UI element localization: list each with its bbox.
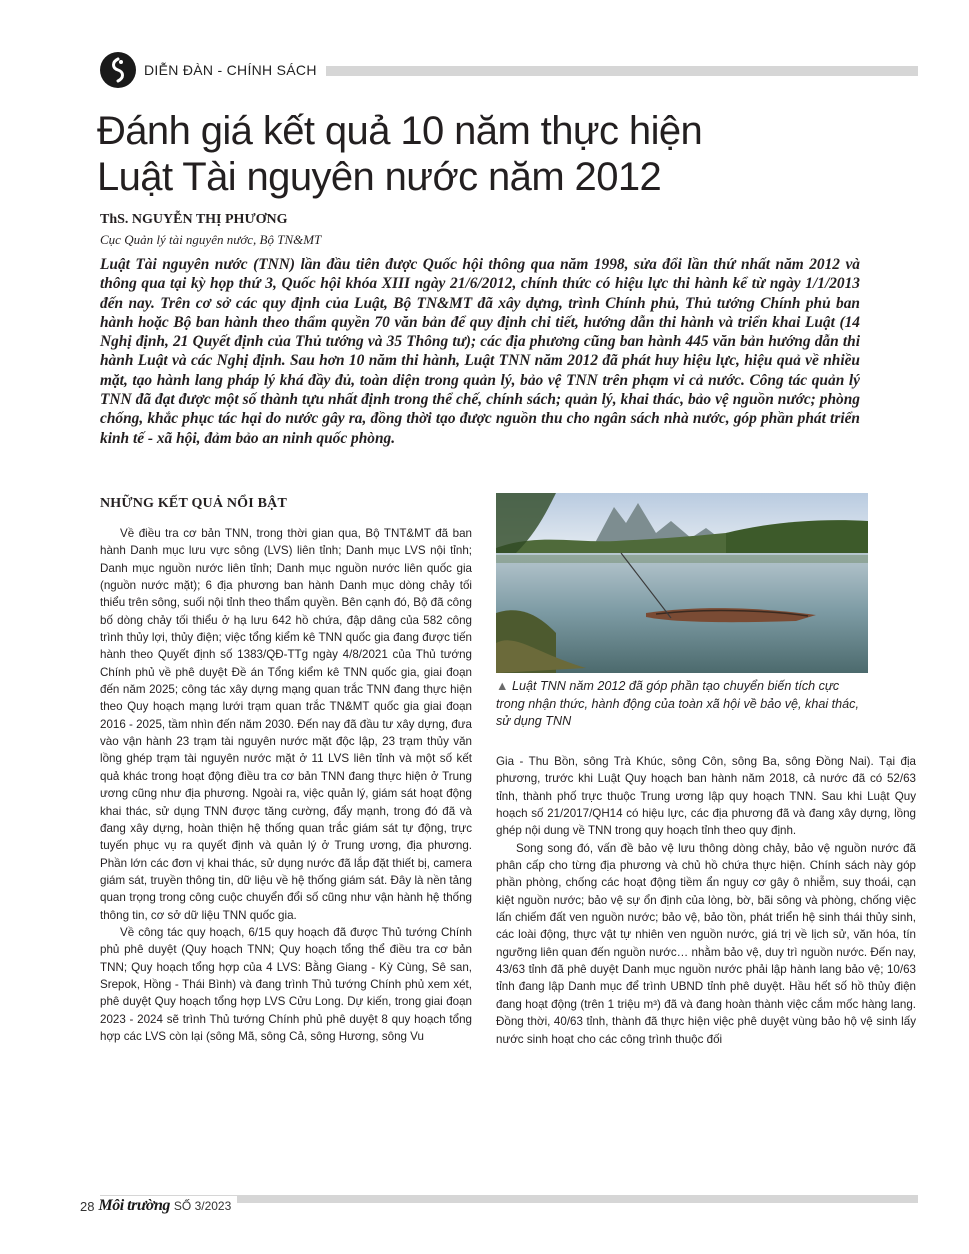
caption-text: Luật TNN năm 2012 đã góp phần tạo chuyển biến tích cực trong nhận thức, hành động của toàn xã hội về bảo vệ, khai thác, sử dụng TNN	[496, 679, 859, 728]
page-number: 28	[80, 1198, 95, 1214]
body-paragraph: Về điều tra cơ bản TNN, trong thời gian qua, Bộ TNT&MT đã ban hành Danh mục lưu vực sông (LVS) liên tỉnh; Danh mục LVS nội tỉnh; Danh mục nguồn nước liên tỉnh; Danh mục nguồn nước liên quốc gia (nguồn nước mặt); 6 địa phương ban hành Danh mục dòng chảy tối thiểu trên sông, suối nội tỉnh theo thẩm quyền. Bên cạnh đó, Bộ đã công bố dòng chảy tối thiểu ở hạ lưu 642 hồ chứa, đập dâng của 582 công trình thủy lợi, thủy điện; việc tổng kiểm kê TNN quốc gia đang được tiến hành theo Quyết định số 1383/QĐ-TTg ngày 4/8/2021 của Thủ tướng Chính phủ về phê duyệt Đề án Tổng kiểm kê TNN quốc gia, giai đoạn đến năm 2025; công tác xây dựng mạng quan trắc TNN đang thực hiện theo Quy hoạch mạng lưới trạm quan trắc TN&MT quốc gia giai đoạn 2016 - 2025, tầm nhìn đến năm 2030. Đến nay đã đầu tư xây dựng, đưa vào vận hành 23 trạm tài nguyên nước mặt độc lập, 23 trạm thủy văn lồng ghép trạm tài nguyên nước mặt ở 11 LVS liên tỉnh và một số kết quả khác trong hoạt động điều tra cơ bản TNN đang thực hiện ở Trung ương cũng như địa phương. Ngoài ra, việc quản lý, giám sát hoạt động khai thác, sử dụng TNN được tăng cường, đẩy mạnh, trong đó đã và đang xây dựng, hoàn thiện hệ thống quan trắc giám sát tự động, trực tuyến phục vụ ra quyết định và quản lý ở Trung ương, địa phương. Phần lớn các đơn vị khai thác, sử dụng nước đã lắp đặt thiết bị, camera giám sát, truyền thông tin, dữ liệu về hệ thống giám sát. Đây là nền tảng quan trọng trong công cuộc chuyển đổi số cũng như vận hành hệ thống thông tin, cơ sở dữ liệu TNN quốc gia.	[100, 527, 472, 922]
section-label: DIỄN ĐÀN - CHÍNH SÁCH	[144, 62, 317, 78]
page-footer	[80, 1196, 237, 1216]
section-header	[100, 52, 918, 88]
article-photo	[496, 493, 868, 673]
author-name: ThS. NGUYỄN THỊ PHƯƠNG	[100, 212, 288, 227]
caption-triangle-icon: ▲	[496, 679, 509, 693]
lead-paragraph: Luật Tài nguyên nước (TNN) lần đầu tiên được Quốc hội thông qua năm 1998, sửa đổi lần thứ nhất năm 2012 và thông qua tại kỳ họp thứ 3, Quốc hội khóa XIII ngày 21/6/2012, chính thức có hiệu lực thi hành kể từ ngày 1/1/2013 đến nay. Trên cơ sở các quy định của Luật, Bộ TN&MT đã xây dựng, trình Chính phủ, Thủ tướng Chính phủ ban hành hoặc Bộ ban hành theo thẩm quyền 70 văn bản để quy định chi tiết, hướng dẫn thi hành và triển khai Luật (14 Nghị định, 21 Quyết định của Thủ tướng và 35 Thông tư); các địa phương cũng ban hành 445 văn bản hướng dẫn thi hành Luật và các Nghị định. Sau hơn 10 năm thi hành, Luật TNN năm 2012 đã phát huy hiệu lực, hiệu quả về nhiều mặt, tạo hành lang pháp lý khá đầy đủ, toàn diện trong quản lý, bảo vệ TNN trên phạm vi cả nước. Công tác quản lý TNN đã đạt được một số thành tựu nhất định trong thể chế, chính sách; quản lý, khai thác, bảo vệ nguồn nước; phòng chống, khắc phục tác hại do nước gây ra, đồng thời tạo được nguồn thu cho ngân sách nhà nước, góp phần phát triển kinh tế - xã hội, đảm bảo an ninh quốc phòng.	[100, 256, 860, 447]
issue-number: SỐ 3/2023	[173, 1199, 232, 1213]
body-paragraph: Về công tác quy hoạch, 6/15 quy hoạch đã được Thủ tướng Chính phủ phê duyệt (Quy hoạch TNN; Quy hoạch tổng thể điều tra cơ bản TNN; Quy hoạch tổng hợp của 4 LVS: Bằng Giang - Kỳ Cùng, Sê san, Srepok, Hồng - Thái Bình) và đang trình Thủ tướng Chính phủ xem xét, phê duyệt Quy hoạch tổng hợp LVS Cửu Long. Dự kiến, trong giai đoạn 2023 - 2024 sẽ trình Thủ tướng Chính phủ phê duyệt 8 quy hoạch tổng hợp các LVS còn lại (sông Mã, sông Cả, sông Hương, sông Vu	[100, 925, 472, 1043]
header-divider	[326, 66, 918, 76]
right-column	[496, 753, 916, 1048]
left-column	[100, 525, 472, 1045]
magazine-name: Môi trường	[98, 1197, 170, 1214]
body-paragraph: Song song đó, vấn đề bảo vệ lưu thông dòng chảy, bảo vệ nguồn nước đã phân cấp cho từng địa phương và chủ hồ chứa thực hiện. Chính sách này góp phần phòng, chống các hoạt động tiềm ẩn nguy cơ gây ô nhiễm, suy thoái, cạn kiệt nguồn nước; bảo vệ sự ổn định của lòng, bờ, bãi sông và phòng, chống việc lấn chiếm đất ven nguồn nước; bảo vệ, bảo tồn, phát triển hệ sinh thái thủy sinh, các loài động, thực vật tự nhiên ven nguồn nước, giá trị về lịch sử, văn hóa, tín ngưỡng liên quan đến nguồn nước… nhằm bảo vệ, duy trì nguồn nước. Đến nay, 43/63 tỉnh đã phê duyệt Danh mục nguồn nước phải lập hành lang bảo vệ; 10/63 tỉnh đang lập Danh mục để trình UBND tỉnh phê duyệt. Hầu hết số hồ thủy điện đang hoạt động (trên 1 triệu m³) đã và đang hoàn thành việc cắm mốc hàng lang. Đồng thời, 40/63 tỉnh, thành đã thực hiện việc phê duyệt vùng bảo hộ vệ sinh lấy nước sinh hoạt cho các công trình thuộc đối	[496, 841, 916, 1046]
section-heading: NHỮNG KẾT QUẢ NỔI BẬT	[100, 496, 287, 511]
author-affiliation: Cục Quản lý tài nguyên nước, Bộ TN&MT	[100, 232, 322, 247]
article-title	[97, 108, 857, 200]
photo-caption	[496, 678, 868, 731]
title-line-1: Đánh giá kết quả 10 năm thực hiện	[97, 109, 703, 153]
body-paragraph: Gia - Thu Bồn, sông Trà Khúc, sông Côn, sông Ba, sông Đồng Nai). Tại địa phương, trước khi Luật Quy hoạch ban hành năm 2018, cả nước đã có 52/63 tỉnh, thành phố trực thuộc Trung ương lập quy hoạch TNN. Sau khi Luật Quy hoạch số 21/2017/QH14 có hiệu lực, các địa phương đã và đang xây dựng, lồng ghép nội dung về TNN trong quy hoạch tỉnh theo quy định.	[496, 755, 916, 838]
magazine-logo-icon	[100, 52, 136, 88]
title-line-2: Luật Tài nguyên nước năm 2012	[97, 155, 662, 199]
